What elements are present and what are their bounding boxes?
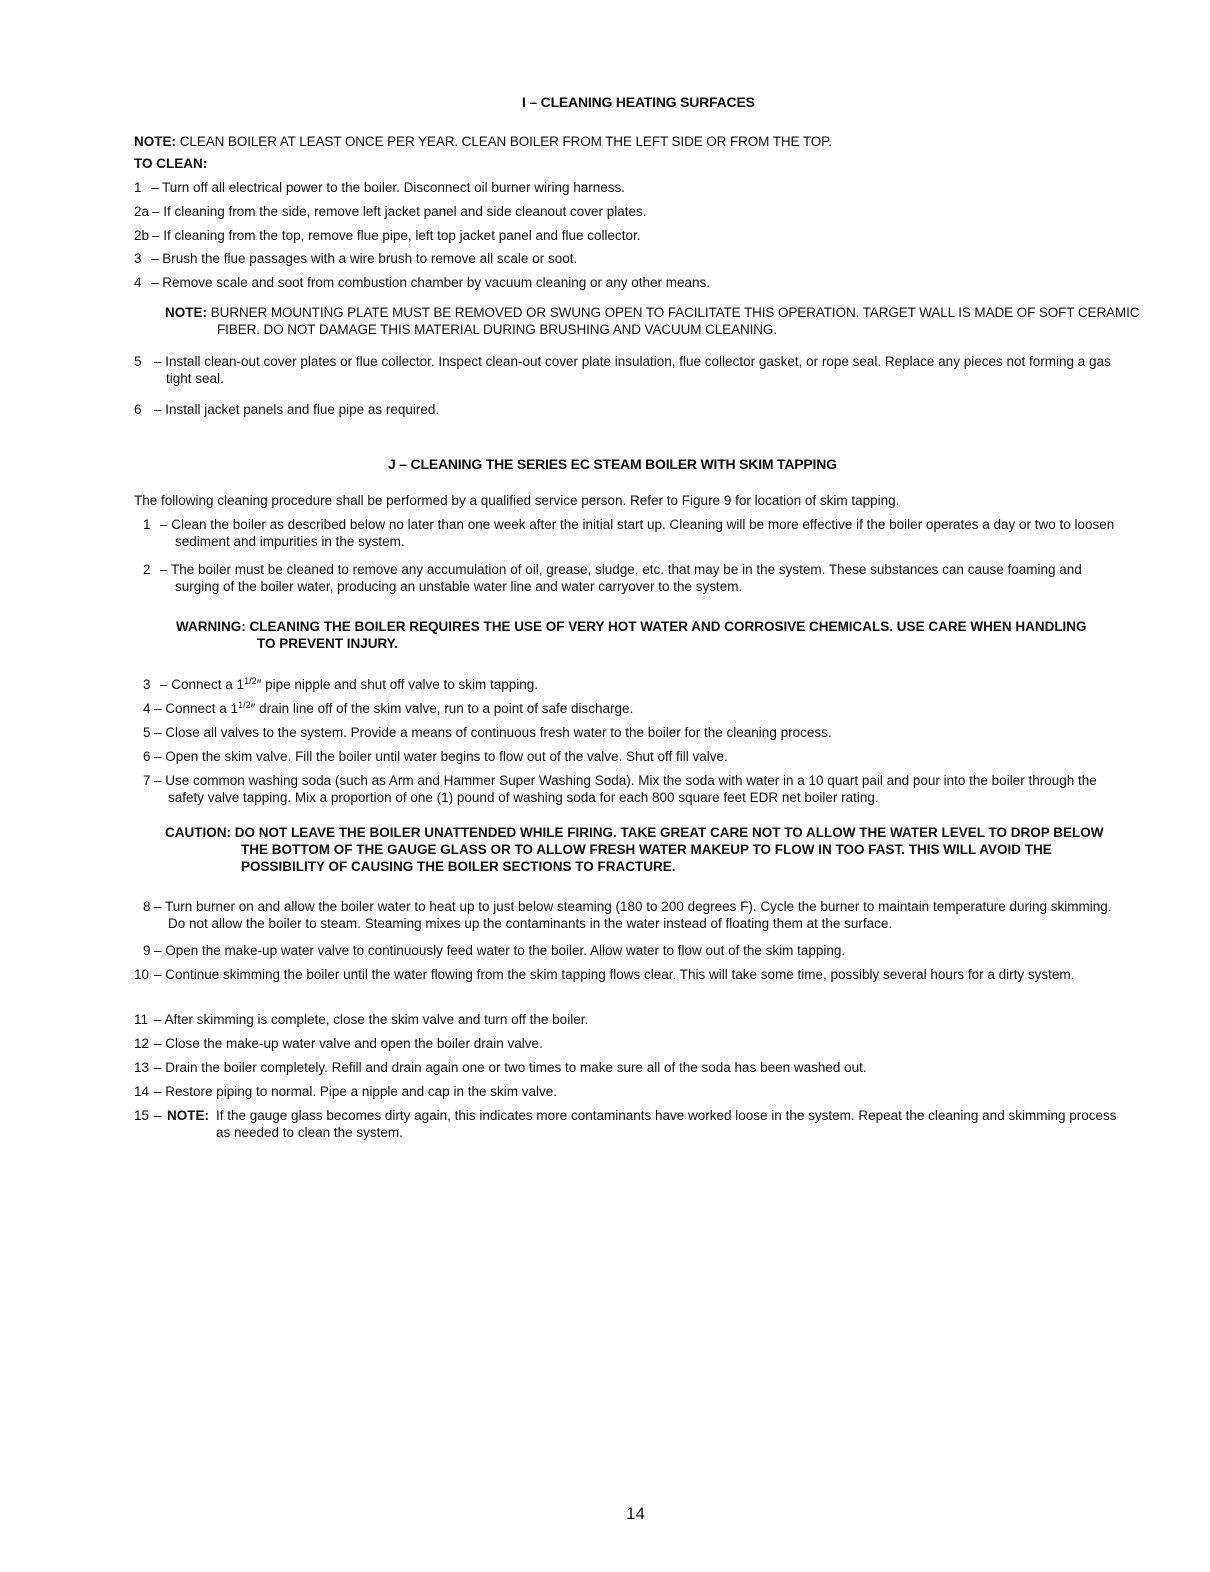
step-text: [154, 700, 1128, 717]
step-number: 3: [143, 677, 151, 692]
caution-label: CAUTION:: [165, 825, 231, 840]
warning-label: WARNING:: [176, 619, 246, 634]
step-text: – If cleaning from the top, remove flue pipe, left top jacket panel and flue collector.: [152, 228, 641, 243]
step-text: – Install jacket panels and flue pipe as required.: [154, 402, 440, 417]
step-text: – After skimming is complete, close the skim valve and turn off the boiler.: [154, 1012, 589, 1027]
list-item: [134, 401, 1134, 418]
step-text: – If cleaning from the side, remove left jacket panel and side cleanout cover plates.: [152, 204, 647, 219]
step-number: 14: [134, 1084, 150, 1099]
step-number: 8: [143, 899, 151, 914]
step-text: – Turn off all electrical power to the boiler. Disconnect oil burner wiring harness.: [151, 180, 625, 195]
step-text: – Open the make-up water valve to continuously feed water to the boiler. Allow water to flow out of the skim tapping.: [154, 943, 846, 958]
note-label: NOTE:: [165, 305, 207, 320]
step-text: – Brush the flue passages with a wire brush to remove all scale or soot.: [151, 251, 578, 266]
list-item: [134, 966, 1128, 983]
step-text: [160, 676, 1128, 693]
list-item: [134, 1083, 1128, 1100]
warning-block: [176, 618, 1096, 652]
step-number: 3: [134, 251, 142, 266]
fraction-superscript: 1/2: [238, 700, 251, 710]
list-item: [143, 700, 1128, 717]
step-number: 12: [134, 1036, 150, 1051]
step-number: 2b: [134, 228, 150, 243]
list-item: [134, 1035, 1128, 1052]
section-i-note: [134, 133, 832, 150]
section-i-title: I – CLEANING HEATING SURFACES: [522, 94, 755, 110]
step-number: 4: [134, 275, 142, 290]
step-number: 9: [143, 943, 151, 958]
step-text: – Open the skim valve. Fill the boiler until water begins to flow out of the valve. Shut off fill valve.: [154, 749, 728, 764]
step-number: 11: [134, 1012, 149, 1027]
list-item: [143, 772, 1128, 806]
step-number: 5: [143, 725, 151, 740]
list-item: [134, 1107, 1128, 1141]
step-number: 1: [143, 517, 151, 532]
step-number: 4: [143, 701, 151, 716]
section-j-title: J – CLEANING THE SERIES EC STEAM BOILER WITH SKIM TAPPING: [388, 456, 837, 472]
step-number: 7: [143, 773, 151, 788]
warning-text: CLEANING THE BOILER REQUIRES THE USE OF VERY HOT WATER AND CORROSIVE CHEMICALS. USE CARE WHEN HANDLING TO PREVENT INJURY.: [249, 619, 1087, 651]
step-text: If the gauge glass becomes dirty again, this indicates more contaminants have worked loose in the system. Repeat the cleaning and skimming process as needed to clean the system.: [216, 1108, 1117, 1140]
section-j-intro: The following cleaning procedure shall be performed by a qualified service person. Refer to Figure 9 for location of skim tapping.: [134, 493, 900, 508]
to-clean-label: TO CLEAN:: [134, 156, 208, 171]
caution-text: DO NOT LEAVE THE BOILER UNATTENDED WHILE FIRING. TAKE GREAT CARE NOT TO ALLOW THE WATER LEVEL TO DROP BELOW THE BOTTOM OF THE GAUGE GLASS OR TO ALLOW FRESH WATER MAKEUP TO FLOW IN TOO FAST. THIS WILL AVOID THE POSSIBILITY OF CAUSING THE BOILER SECTIONS TO FRACTURE.: [234, 825, 1104, 874]
step-text: – Remove scale and soot from combustion chamber by vacuum cleaning or any other means.: [151, 275, 711, 290]
list-item: [134, 203, 1134, 220]
step-number: 2a: [134, 204, 150, 219]
step-dash: –: [154, 1108, 162, 1123]
fraction-superscript: 1/2: [244, 676, 257, 686]
step-text: – Restore piping to normal. Pipe a nipple and cap in the skim valve.: [154, 1084, 557, 1099]
step-number: 15: [134, 1108, 150, 1123]
page-number: 14: [626, 1504, 645, 1523]
list-item: [134, 1059, 1128, 1076]
step-text: – The boiler must be cleaned to remove any accumulation of oil, grease, sludge, etc. that may be in the system. These substances can cause foaming and surging of the boiler water, producing an unstable water line and water carryover to the system.: [160, 562, 1082, 594]
step-text-part: – Connect a 1: [154, 701, 239, 716]
burner-plate-note: [165, 304, 1140, 338]
step-text-part: ″ pipe nipple and shut off valve to skim tapping.: [256, 677, 539, 692]
step-text-part: – Connect a 1: [160, 677, 245, 692]
step-text-part: ″ drain line off of the skim valve, run to a point of safe discharge.: [250, 701, 634, 716]
list-item: [134, 227, 1134, 244]
step-text: – Close all valves to the system. Provide a means of continuous fresh water to the boiler for the cleaning process.: [154, 725, 832, 740]
step-number: 1: [134, 180, 142, 195]
step-text: – Use common washing soda (such as Arm and Hammer Super Washing Soda). Mix the soda with water in a 10 quart pail and pour into the boiler through the safety valve tapping. Mix a proportion of one (1) pound of washing soda for each 800 square feet EDR net boiler rating.: [154, 773, 1097, 805]
step-text: – Turn burner on and allow the boiler water to heat up to just below steaming (180 to 200 degrees F). Cycle the burner to maintain temperature during skimming. Do not allow the boiler to steam. Steaming mixes up the contaminants in the water instead of floating them at the surface.: [154, 899, 1112, 931]
list-item: [134, 179, 1134, 196]
step-text: – Clean the boiler as described below no later than one week after the initial start up. Cleaning will be more effective if the boiler operates a day or two to loosen sediment and impurities in the system.: [160, 517, 1115, 549]
step-text: – Drain the boiler completely. Refill and drain again one or two times to make sure all of the soda has been washed out.: [154, 1060, 867, 1075]
step-number: 6: [143, 749, 151, 764]
step-text: – Close the make-up water valve and open the boiler drain valve.: [154, 1036, 543, 1051]
list-item: [143, 561, 1128, 595]
list-item: [134, 1011, 1128, 1028]
list-item: [143, 516, 1128, 550]
step-text: – Install clean-out cover plates or flue collector. Inspect clean-out cover plate insulation, flue collector gasket, or rope seal. Replace any pieces not forming a gas tight seal.: [154, 354, 1111, 386]
step-number: 13: [134, 1060, 150, 1075]
list-item: [143, 676, 1128, 693]
step-number: 5: [134, 354, 142, 369]
note-text: CLEAN BOILER AT LEAST ONCE PER YEAR. CLEAN BOILER FROM THE LEFT SIDE OR FROM THE TOP.: [179, 134, 832, 149]
step-text: – Continue skimming the boiler until the water flowing from the skim tapping flows clear. This will take some time, possibly several hours for a dirty system.: [154, 967, 1075, 982]
list-item: [134, 274, 1134, 291]
list-item: [134, 353, 1134, 387]
note-label: NOTE:: [167, 1108, 209, 1123]
list-item: [143, 942, 1128, 959]
list-item: [134, 250, 1134, 267]
step-number: 2: [143, 562, 151, 577]
step-number: 6: [134, 402, 142, 417]
list-item: [143, 724, 1128, 741]
step-number: 10: [134, 967, 150, 982]
note-label: NOTE:: [134, 134, 176, 149]
list-item: [143, 748, 1128, 765]
list-item: [143, 898, 1128, 932]
caution-block: [165, 824, 1130, 875]
note-text: BURNER MOUNTING PLATE MUST BE REMOVED OR SWUNG OPEN TO FACILITATE THIS OPERATION. TARGET WALL IS MADE OF SOFT CERAMIC FIBER. DO NOT DAMAGE THIS MATERIAL DURING BRUSHING AND VACUUM CLEANING.: [210, 305, 1140, 337]
